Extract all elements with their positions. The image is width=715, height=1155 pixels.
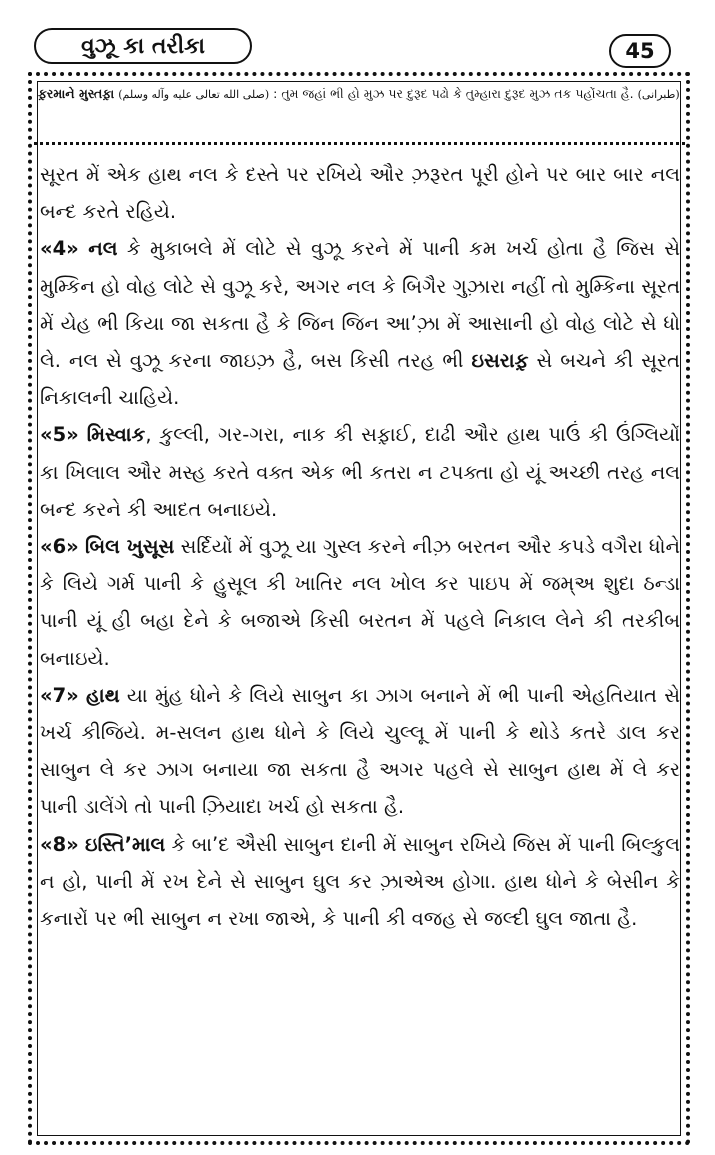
- paragraph-7: [40, 677, 680, 826]
- hadith-text: : તુમ જહાં ભી હો મુઝ પર દુરૂદ પઢો કે તુમ્હારા દુરૂદ મુઝ તક પહોંચતા હૈ.: [273, 86, 634, 101]
- paragraph-keyword: નલ: [88, 237, 118, 261]
- hadith-label: ફ઼રમાને મુસ્તફ઼ા: [38, 86, 115, 101]
- paragraph-keyword: મિસ્વાક: [86, 423, 146, 447]
- paragraph-number: «5»: [40, 423, 79, 447]
- paragraph-number: «6»: [40, 535, 79, 559]
- hadith-honorific: (صلى الله تعالی علیه وآله وسلم): [118, 88, 270, 101]
- paragraph-6: [40, 528, 680, 677]
- paragraph-keyword: બિલ ખુસૂસ: [85, 535, 175, 559]
- paragraph-4: [40, 230, 680, 416]
- hadith-separator: [34, 142, 685, 145]
- paragraph-5: [40, 416, 680, 528]
- paragraph-text: , કુલ્લી, ગર-ગરા, નાક કી સફ઼ાઈ, દાઢી ઔર હાથ પાઉં કી ઉંગ્લિયોં કા ખિલાલ ઔર મસ્હ કરતે વક્ત એક ભી કતરા ન ટપક્તા હો યૂં અચ્છી તરહ નલ બન્દ કરને કી આદત બનાઇયે.: [40, 423, 680, 521]
- paragraph-8: [40, 826, 680, 938]
- hadith-banner: [38, 84, 681, 105]
- paragraph-text: સૂરત મેં એક હાથ નલ કે દસ્તે પર રખિયે ઔર ઝ઼રૂરત પૂરી હોને પર બાર બાર નલ બન્દ કરતે રહિયે.: [40, 163, 680, 224]
- paragraph-keyword: હાથ: [86, 683, 120, 707]
- paragraph-text: સર્દિયોં મેં વુઝૂ યા ગુસ્લ કરને નીઝ઼ બરતન ઔર કપડે વગૈરા ધોને કે લિયે ગર્મ પાની કે હુસૂલ કી ખાતિર નલ ખોલ કર પાઇપ મેં જમ્અ શુદા ઠન્ડા પાની યૂં હી બહા દેને કે બજાએ કિસી બરતન મેં પહલે નિકાલ લેને કી તરકીબ બનાઇયે.: [40, 535, 680, 670]
- paragraph-number: «4»: [40, 237, 79, 261]
- paragraph-3-tail: [40, 156, 680, 230]
- paragraph-keyword: ઇસ્તિ’માલ: [85, 832, 166, 856]
- chapter-title: વુઝૂ કા તરીકા: [34, 28, 252, 64]
- paragraph-number: «7»: [40, 683, 79, 707]
- hadith-source: (طبرانی): [637, 88, 680, 101]
- paragraph-text: કે બા’દ ઐસી સાબુન દાની મેં સાબુન રખિયે જિસ મેં પાની બિલ્કુલ ન હો, પાની મેં રખ દેને સે સાબુન ઘુલ કર ઝ઼ાએઅ હોગા. હાથ ધોને કે બેસીન કે કનારોં પર ભી સાબુન ન રખા જાએ, કે પાની કી વજહ સે જલ્દી ઘુલ જાતા હૈ.: [40, 832, 680, 931]
- page-number: 45: [609, 34, 671, 68]
- paragraph-text-tail: સે બચને કી સૂરત નિકાલની ચાહિયે.: [40, 349, 680, 410]
- paragraph-text: યા મુંહ ધોને કે લિયે સાબુન કા ઝાગ બનાને મેં ભી પાની એહતિયાત સે ખર્ચ કીજિયે. મ-સલન હાથ ધોને કે લિયે ચુલ્લૂ મેં પાની કે થોડે કતરે ડાલ કર સાબુન લે કર ઝાગ બનાયા જા સકતા હૈ અગર પહલે સે સાબુન હાથ મેં લે કર પાની ડાલેંગે તો પાની ઝ઼િયાદા ખર્ચ હો સકતા હૈ.: [40, 683, 680, 819]
- paragraph-keyword-israaf: ઇસરાફ઼: [471, 349, 529, 373]
- paragraph-text: કે મુકાબલે મેં લોટે સે વુઝૂ કરને મેં પાની કમ ખર્ચ હોતા હૈ જિસ સે મુમ્કિન હો વોહ લોટે સે વુઝૂ કરે, અગર નલ કે બિગૈર ગુઝ઼ારા નહીં તો મુમ્કિના સૂરત મેં યેહ ભી કિયા જા સકતા હૈ કે જિન જિન આ’ઝ઼ા મેં આસાની હો વોહ લોટે સે ધો લે. નલ સે વુઝૂ કરના જાઇઝ઼ હૈ, બસ કિસી તરહ ભી: [40, 237, 681, 373]
- paragraph-number: «8»: [40, 832, 79, 856]
- body-text: [40, 156, 680, 937]
